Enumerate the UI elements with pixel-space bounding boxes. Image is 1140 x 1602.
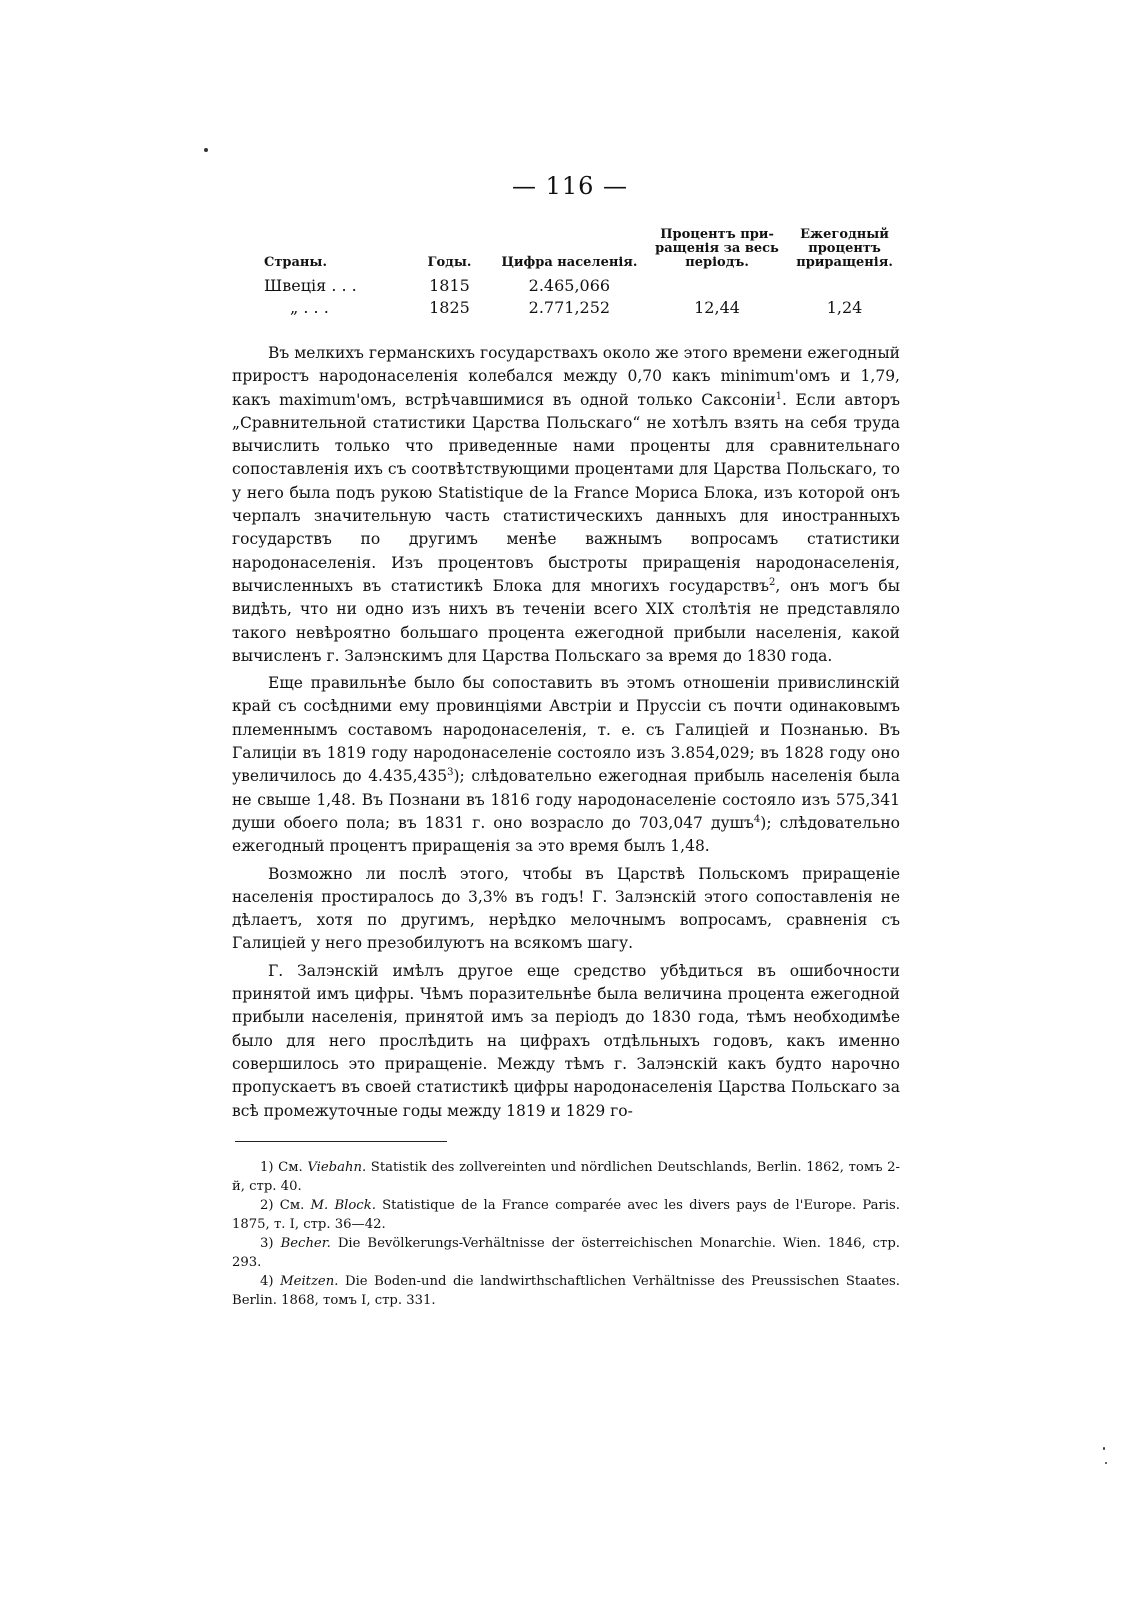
cell-year: 1815: [429, 275, 470, 295]
paragraph: Возможно ли послѣ этого, чтобы въ Царствѣ Польскомъ приращеніе населенія простиралось до 3,3% въ годъ! Г. Залэнскій этого сопоставленія не дѣлаетъ, хотя по другимъ, нерѣдко мелочнымъ вопросамъ, сравненія съ Галиціей у него презобилуютъ на всякомъ шагу.: [232, 864, 900, 953]
paragraph: Въ мелкихъ германскихъ государствахъ около же этого времени ежегодный приростъ народонаселенія колебался между 0,70 какъ minimum'омъ и 1,79, какъ maximum'омъ, встрѣчавшимися въ одной только Саксоніи$^1$. Если авторъ „Сравнительной статистики Царства Польскаго“ не хотѣлъ взять на себя труда вычислить только что приведенные нами проценты для сравнительнаго сопоставленія ихъ съ соотвѣтствующими процентами для Царства Польскаго, то у него была подъ рукою Statistique de la France Мориса Блока, изъ которой онъ черпалъ значительную часть статистическихъ данныхъ для иностранныхъ государствъ по другимъ менѣе важнымъ вопросамъ статистики народонаселенія. Изъ процентовъ быстроты приращенія народонаселенія, вычисленныхъ въ статистикѣ Блока для многихъ государствъ$^2$, онъ могъ бы видѣть, что ни одно изъ нихъ въ теченіи всего XIX столѣтія не представляло такого невѣроятно большаго процента ежегодной прибыли населенія, какой вычисленъ г. Залэнскимъ для Царства Польскаго за время до 1830 года.: [232, 344, 900, 665]
cell-pct-period: 12,44: [694, 297, 740, 317]
scan-speck: [204, 148, 208, 152]
header-years: Годы.: [427, 255, 472, 270]
footnote-ref[interactable]: 4: [753, 813, 761, 825]
cell-pct-period: [647, 274, 787, 296]
table-header-row: [262, 228, 902, 274]
paragraph: Еще правильнѣе было бы сопоставить въ этомъ отношеніи привислинскій край съ сосѣдними ему провинціями Австріи и Пруссіи съ почти одинаковымъ племеннымъ составомъ народонаселенія, т. е. съ Галиціей и Познанью. Въ Галиціи въ 1819 году народонаселеніе состояло изъ 3.854,029; въ 1828 году оно увеличилось до 4.435,435$^3$); слѣдовательно ежегодная прибыль населенія была не свыше 1,48. Въ Познани въ 1816 году народонаселеніе состояло изъ 575,341 души обоего пола; въ 1831 г. оно возрасло до 703,047 душъ$^4$); слѣдовательно ежегодный процентъ приращенія за это время былъ 1,48.: [232, 674, 901, 856]
table-row: [262, 274, 902, 296]
footnote: 1) См. Viebahn. Statistik des zollvereinten und nördlichen Deutschlands, Berlin. 1862, томъ 2-й, стр. 40.: [232, 1160, 900, 1194]
cell-population: 2.771,252: [528, 297, 611, 317]
cell-country: „ . . .: [290, 297, 329, 317]
cell-population: 2.465,066: [528, 275, 611, 295]
scan-speck: [1103, 1447, 1105, 1450]
header-pct-period: Процентъ при-ращенія за весь періодъ.: [655, 227, 779, 270]
header-population: Цифра населенія.: [501, 255, 638, 270]
footnote: 4) Meitzen. Die Boden-und die landwirthschaftlichen Verhältnisse des Preussischen Staates. Berlin. 1868, томъ I, стр. 331.: [232, 1274, 900, 1308]
footnote-ref[interactable]: 3: [447, 767, 454, 779]
header-country: Страны.: [264, 255, 327, 270]
cell-pct-annual: 1,24: [826, 297, 863, 317]
cell-country: Швеція . . .: [264, 275, 357, 295]
footnote: 2) См. M. Block. Statistique de la France comparée avec les divers pays de l'Europe. Paris. 1875, т. I, стр. 36—42.: [232, 1198, 900, 1232]
footnote-ref[interactable]: 2: [769, 576, 776, 588]
table-row: [262, 296, 902, 318]
header-pct-annual: Ежегодный процентъ приращенія.: [796, 227, 893, 270]
page-number: — 116 —: [511, 172, 629, 200]
footnote-ref[interactable]: 1: [775, 390, 783, 402]
footnote-divider: [235, 1141, 447, 1142]
paragraph: Г. Залэнскій имѣлъ другое еще средство убѣдиться въ ошибочности принятой имъ цифры. Чѣмъ поразительнѣе была величина процента ежегодной прибыли населенія, принятой имъ за періодъ до 1830 года, тѣмъ необходимѣе было для него прослѣдить на цифрахъ отдѣльныхъ годовъ, какъ именно совершилось это приращеніе. Между тѣмъ г. Залэнскій какъ будто нарочно пропускаетъ въ своей статистикѣ цифры народонаселенія Царства Польскаго за всѣ промежуточные годы между 1819 и 1829 го-: [232, 961, 900, 1120]
statistics-table: [262, 228, 902, 318]
cell-pct-annual: [787, 274, 902, 296]
scan-speck: [1105, 1462, 1107, 1464]
body-text: [232, 342, 900, 1127]
footnotes: [232, 1158, 900, 1310]
cell-year: 1825: [429, 297, 470, 317]
footnote: 3) Becher. Die Bevölkerungs-Verhältnisse der österreichischen Monarchie. Wien. 1846, стр. 293.: [232, 1236, 900, 1270]
